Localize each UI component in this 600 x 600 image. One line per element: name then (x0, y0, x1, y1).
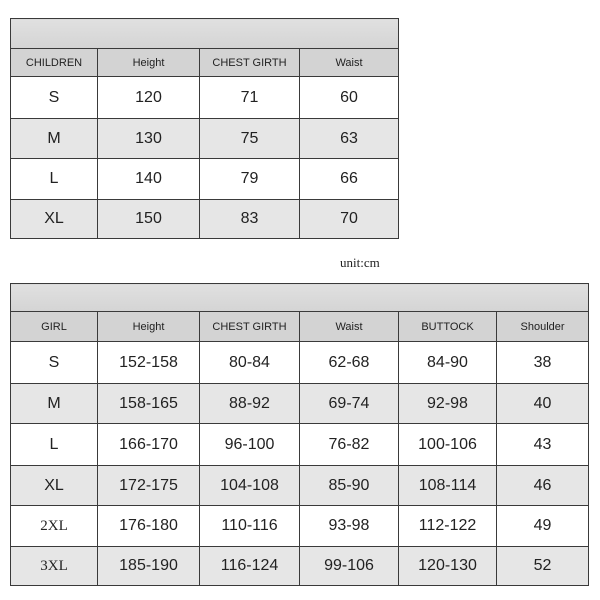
shoulder-cell: 40 (497, 384, 589, 424)
size-cell: L (11, 159, 98, 200)
height-cell: 152-158 (98, 342, 200, 384)
table-row (11, 159, 399, 200)
buttock-cell: 112-122 (399, 506, 497, 547)
column-header: Waist (300, 49, 399, 77)
column-header: CHEST GIRTH (200, 312, 300, 342)
chest-girth-cell: 83 (200, 200, 300, 239)
height-cell: 176-180 (98, 506, 200, 547)
size-cell: S (11, 342, 98, 384)
buttock-cell: 100-106 (399, 424, 497, 466)
column-header: Waist (300, 312, 399, 342)
table-header-row (11, 49, 399, 77)
buttock-cell: 92-98 (399, 384, 497, 424)
header-band (11, 19, 399, 49)
column-header: BUTTOCK (399, 312, 497, 342)
shoulder-cell: 46 (497, 466, 589, 506)
column-header: Height (98, 49, 200, 77)
girl-size-table (10, 283, 589, 586)
size-cell: M (11, 119, 98, 159)
waist-cell: 69-74 (300, 384, 399, 424)
buttock-cell: 120-130 (399, 547, 497, 586)
height-cell: 130 (98, 119, 200, 159)
table-row (11, 384, 589, 424)
table-row (11, 547, 589, 586)
column-header: GIRL (11, 312, 98, 342)
chest-girth-cell: 75 (200, 119, 300, 159)
column-header: Shoulder (497, 312, 589, 342)
column-header: Height (98, 312, 200, 342)
chest-girth-cell: 79 (200, 159, 300, 200)
chest-girth-cell: 71 (200, 77, 300, 119)
height-cell: 150 (98, 200, 200, 239)
height-cell: 140 (98, 159, 200, 200)
table-row (11, 506, 589, 547)
waist-cell: 99-106 (300, 547, 399, 586)
chest-girth-cell: 96-100 (200, 424, 300, 466)
size-cell: 3XL (11, 547, 98, 586)
height-cell: 172-175 (98, 466, 200, 506)
shoulder-cell: 38 (497, 342, 589, 384)
table-row (11, 200, 399, 239)
height-cell: 120 (98, 77, 200, 119)
shoulder-cell: 43 (497, 424, 589, 466)
waist-cell: 70 (300, 200, 399, 239)
table-row (11, 77, 399, 119)
waist-cell: 93-98 (300, 506, 399, 547)
size-cell: L (11, 424, 98, 466)
children-size-table (10, 18, 399, 239)
shoulder-cell: 52 (497, 547, 589, 586)
waist-cell: 66 (300, 159, 399, 200)
height-cell: 166-170 (98, 424, 200, 466)
waist-cell: 85-90 (300, 466, 399, 506)
size-cell: XL (11, 200, 98, 239)
chest-girth-cell: 88-92 (200, 384, 300, 424)
buttock-cell: 84-90 (399, 342, 497, 384)
waist-cell: 62-68 (300, 342, 399, 384)
shoulder-cell: 49 (497, 506, 589, 547)
waist-cell: 76-82 (300, 424, 399, 466)
waist-cell: 63 (300, 119, 399, 159)
buttock-cell: 108-114 (399, 466, 497, 506)
size-cell: S (11, 77, 98, 119)
chest-girth-cell: 116-124 (200, 547, 300, 586)
chest-girth-cell: 80-84 (200, 342, 300, 384)
header-band (11, 284, 589, 312)
unit-label: unit:cm (340, 255, 380, 270)
waist-cell: 60 (300, 77, 399, 119)
chest-girth-cell: 104-108 (200, 466, 300, 506)
size-cell: 2XL (11, 506, 98, 547)
table-row (11, 424, 589, 466)
column-header: CHEST GIRTH (200, 49, 300, 77)
table-header-row (11, 312, 589, 342)
height-cell: 158-165 (98, 384, 200, 424)
size-cell: M (11, 384, 98, 424)
table-row (11, 342, 589, 384)
height-cell: 185-190 (98, 547, 200, 586)
column-header: CHILDREN (11, 49, 98, 77)
chest-girth-cell: 110-116 (200, 506, 300, 547)
table-row (11, 119, 399, 159)
table-row (11, 466, 589, 506)
size-cell: XL (11, 466, 98, 506)
